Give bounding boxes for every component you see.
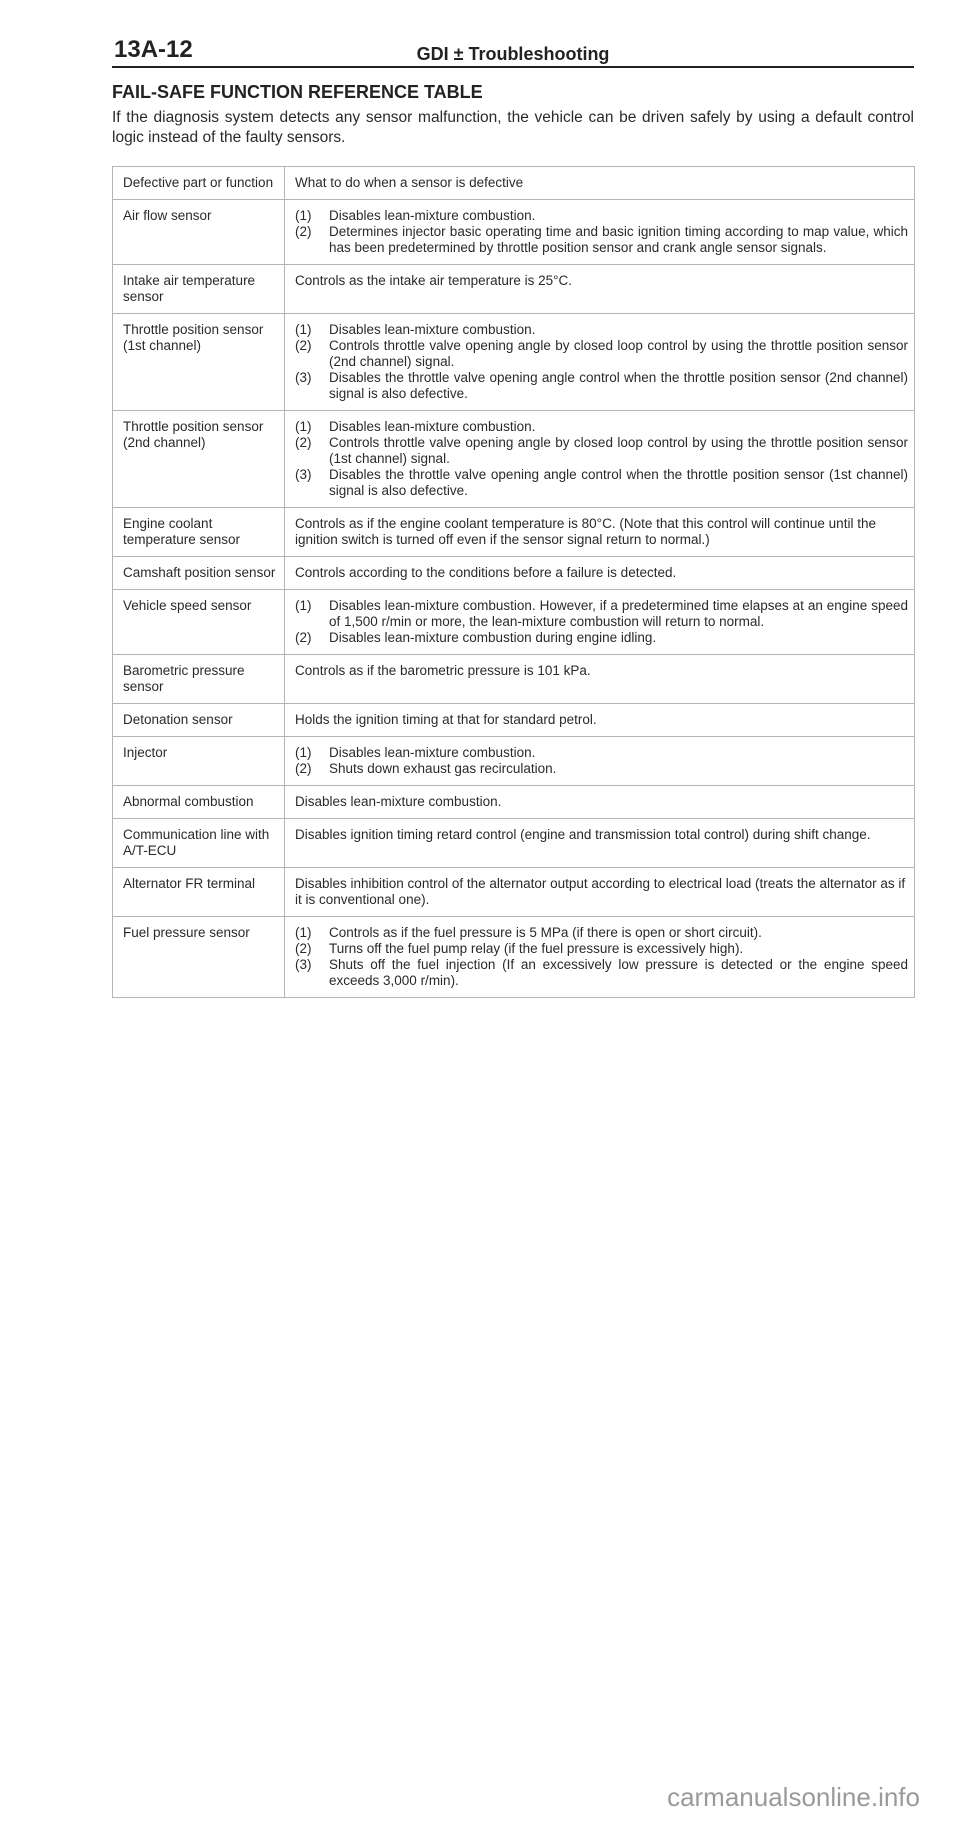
defective-part-cell: Intake air temperature sensor (113, 265, 285, 314)
defective-part-cell: Injector (113, 737, 285, 786)
item-number: (2) (295, 224, 312, 239)
item-text: Disables the throttle valve opening angle control when the throttle position sensor (1st channel) signal is also defective. (329, 467, 908, 498)
item-number: (3) (295, 957, 312, 972)
item-number: (2) (295, 338, 312, 353)
item-number: (3) (295, 370, 312, 385)
action-cell (285, 917, 915, 998)
item-number: (1) (295, 322, 312, 337)
item-text: Disables lean-mixture combustion. (329, 419, 536, 434)
item-number: (1) (295, 208, 312, 223)
action-item (295, 761, 908, 777)
action-cell: Controls as if the engine coolant temperature is 80°C. (Note that this control will continue until the ignition switch is turned off even if the sensor signal return to normal.) (285, 508, 915, 557)
item-number: (1) (295, 745, 312, 760)
action-item (295, 957, 908, 989)
item-number: (1) (295, 419, 312, 434)
item-text: Controls throttle valve opening angle by closed loop control by using the throttle position sensor (1st channel) signal. (329, 435, 908, 466)
item-text: Disables lean-mixture combustion. (329, 322, 536, 337)
table-row (113, 868, 915, 917)
defective-part-cell: Camshaft position sensor (113, 557, 285, 590)
table-row (113, 917, 915, 998)
table-row (113, 819, 915, 868)
column-header-action: What to do when a sensor is defective (285, 167, 915, 200)
section-title: GDI ± Troubleshooting (416, 44, 610, 64)
item-number: (2) (295, 941, 312, 956)
table-row (113, 508, 915, 557)
defective-part-cell: Engine coolant temperature sensor (113, 508, 285, 557)
item-text: Determines injector basic operating time and basic ignition timing according to map value, which has been predetermined by throttle position sensor and crank angle sensor signals. (329, 224, 908, 255)
item-number: (2) (295, 761, 312, 776)
item-text: Disables lean-mixture combustion. However, if a predetermined time elapses at an engine speed of 1,500 r/min or more, the lean-mixture combustion will return to normal. (329, 598, 908, 629)
page-header (112, 36, 914, 68)
table-row (113, 314, 915, 411)
action-cell: Disables ignition timing retard control (engine and transmission total control) during shift change. (285, 819, 915, 868)
action-cell: Disables inhibition control of the alternator output according to electrical load (treats the alternator as if it is conventional one). (285, 868, 915, 917)
page-number: 13A-12 (114, 36, 193, 63)
action-cell (285, 200, 915, 265)
table-row (113, 704, 915, 737)
item-number: (1) (295, 925, 312, 940)
action-cell: Disables lean-mixture combustion. (285, 786, 915, 819)
item-text: Shuts off the fuel injection (If an excessively low pressure is detected or the engine speed exceeds 3,000 r/min). (329, 957, 908, 988)
table-row (113, 557, 915, 590)
intro-paragraph: If the diagnosis system detects any sensor malfunction, the vehicle can be driven safely by using a default control logic instead of the faulty sensors. (112, 109, 914, 146)
action-item (295, 370, 908, 402)
defective-part-cell: Communication line with A/T-ECU (113, 819, 285, 868)
action-item (295, 435, 908, 467)
page-heading: FAIL-SAFE FUNCTION REFERENCE TABLE (112, 82, 483, 102)
action-cell (285, 590, 915, 655)
action-item (295, 224, 908, 256)
action-cell: Controls as the intake air temperature is 25°C. (285, 265, 915, 314)
item-text: Disables the throttle valve opening angle control when the throttle position sensor (2nd channel) signal is also defective. (329, 370, 908, 401)
action-item (295, 745, 908, 761)
item-text: Disables lean-mixture combustion during engine idling. (329, 630, 657, 645)
item-number: (2) (295, 435, 312, 450)
table-row (113, 200, 915, 265)
action-cell (285, 411, 915, 508)
column-header-part: Defective part or function (113, 167, 285, 200)
item-text: Turns off the fuel pump relay (if the fuel pressure is excessively high). (329, 941, 744, 956)
item-text: Shuts down exhaust gas recirculation. (329, 761, 557, 776)
item-number: (2) (295, 630, 312, 645)
action-cell: Holds the ignition timing at that for standard petrol. (285, 704, 915, 737)
item-text: Controls as if the fuel pressure is 5 MPa (if there is open or short circuit). (329, 925, 762, 940)
table-row (113, 590, 915, 655)
table-header-row (113, 167, 915, 200)
item-text: Disables lean-mixture combustion. (329, 208, 536, 223)
action-cell (285, 314, 915, 411)
table-row (113, 786, 915, 819)
defective-part-cell: Barometric pressure sensor (113, 655, 285, 704)
action-cell: Controls according to the conditions before a failure is detected. (285, 557, 915, 590)
item-number: (1) (295, 598, 312, 613)
item-number: (3) (295, 467, 312, 482)
action-item (295, 208, 908, 224)
action-item (295, 322, 908, 338)
table-row (113, 265, 915, 314)
action-cell: Controls as if the barometric pressure is 101 kPa. (285, 655, 915, 704)
table-row (113, 737, 915, 786)
watermark: carmanualsonline.info (667, 1782, 920, 1812)
item-text: Disables lean-mixture combustion. (329, 745, 536, 760)
action-item (295, 925, 908, 941)
fail-safe-table (112, 166, 915, 998)
action-item (295, 941, 908, 957)
action-cell (285, 737, 915, 786)
defective-part-cell: Fuel pressure sensor (113, 917, 285, 998)
defective-part-cell: Abnormal combustion (113, 786, 285, 819)
item-text: Controls throttle valve opening angle by closed loop control by using the throttle position sensor (2nd channel) signal. (329, 338, 908, 369)
defective-part-cell: Air flow sensor (113, 200, 285, 265)
defective-part-cell: Detonation sensor (113, 704, 285, 737)
defective-part-cell: Vehicle speed sensor (113, 590, 285, 655)
action-item (295, 598, 908, 630)
defective-part-cell: Throttle position sensor (2nd channel) (113, 411, 285, 508)
action-item (295, 467, 908, 499)
action-item (295, 338, 908, 370)
defective-part-cell: Alternator FR terminal (113, 868, 285, 917)
action-item (295, 630, 908, 646)
table-row (113, 655, 915, 704)
defective-part-cell: Throttle position sensor (1st channel) (113, 314, 285, 411)
action-item (295, 419, 908, 435)
table-row (113, 411, 915, 508)
